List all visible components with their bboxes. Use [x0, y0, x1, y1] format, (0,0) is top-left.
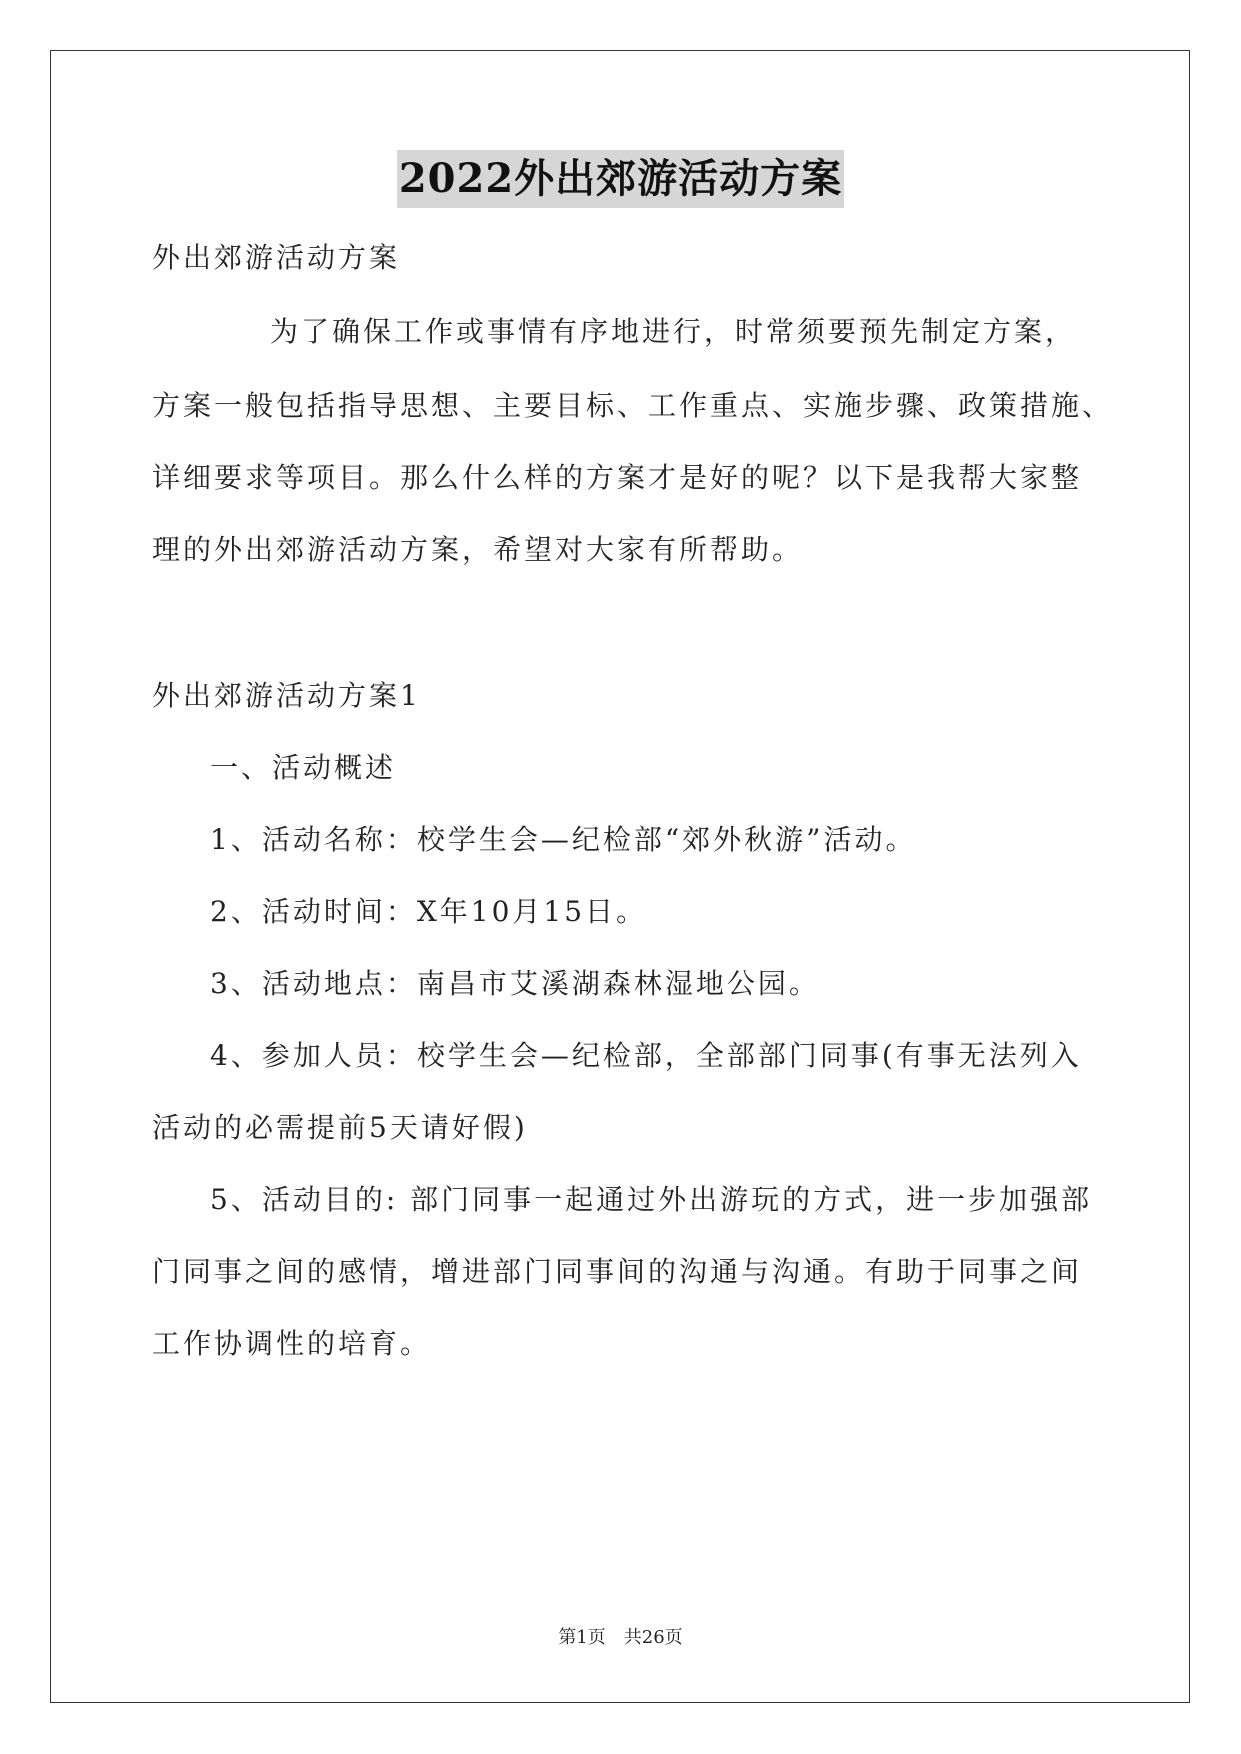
item-participants: 4、参加人员：校学生会—纪检部，全部部门同事(有事无法列入	[210, 1039, 1082, 1072]
document-subtitle: 外出郊游活动方案	[152, 241, 401, 274]
item-purpose-cont-2: 工作协调性的培育。	[152, 1327, 432, 1360]
document-title: 2022外出郊游活动方案	[397, 150, 844, 208]
section-title: 外出郊游活动方案1	[152, 679, 421, 712]
intro-line-4: 理的外出郊游活动方案，希望对大家有所帮助。	[152, 533, 804, 566]
item-participants-cont: 活动的必需提前5天请好假)	[152, 1111, 528, 1144]
item-purpose: 5、活动目的: 部门同事一起通过外出游玩的方式，进一步加强部	[210, 1183, 1093, 1216]
item-purpose-cont-1: 门同事之间的感情，增进部门同事间的沟通与沟通。有助于同事之间	[152, 1255, 1083, 1288]
item-activity-time: 2、活动时间：X年10月15日。	[210, 895, 648, 928]
title-container	[0, 150, 1241, 208]
page-border	[50, 50, 1190, 1703]
intro-line-3: 详细要求等项目。那么什么样的方案才是好的呢？以下是我帮大家整	[152, 461, 1083, 494]
heading-overview: 一、活动概述	[210, 751, 397, 784]
intro-line-2: 方案一般包括指导思想、主要目标、工作重点、实施步骤、政策措施、	[152, 389, 1114, 422]
page-footer: 第1页 共26页	[558, 1627, 683, 1648]
item-activity-location: 3、活动地点：南昌市艾溪湖森林湿地公园。	[210, 967, 820, 1000]
intro-line-1: 为了确保工作或事情有序地进行，时常须要预先制定方案，	[270, 315, 1077, 348]
item-activity-name: 1、活动名称：校学生会—纪检部“郊外秋游”活动。	[210, 823, 917, 856]
